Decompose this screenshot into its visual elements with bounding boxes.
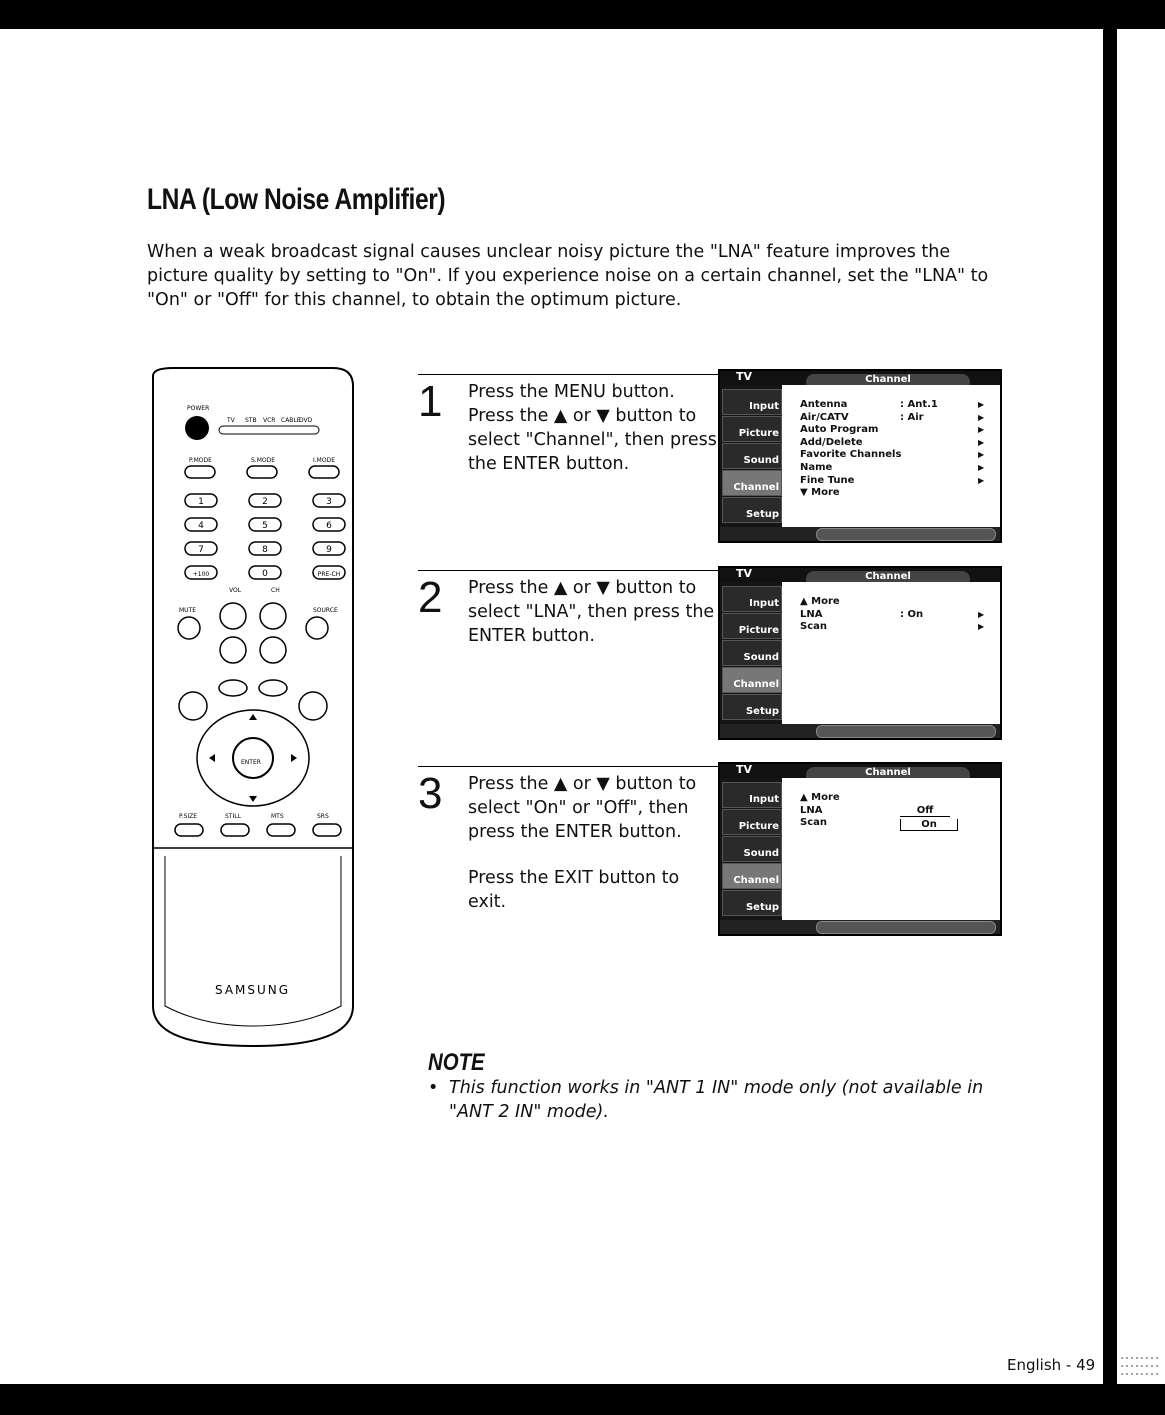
osd-footer-hint [816,528,996,541]
mode-label: STB [245,417,257,424]
digit-label: 9 [326,545,332,555]
digit-label: 2 [262,497,268,507]
osd-side-item [722,416,782,442]
osd-menu-row [800,805,995,818]
step-line: Press the ▲ or ▼ button to select "Channel", then press the ENTER button. [468,406,717,474]
osd-row-arrow: ▶ [978,475,985,485]
osd-side-label: Setup [745,706,779,717]
osd-side-label: Sound [743,652,779,663]
step-text [468,576,718,648]
bottom-button-label: MTS [271,813,284,820]
ch-label: CH [271,587,280,594]
digit-label: 4 [198,521,204,531]
osd-option-on: On [900,819,958,831]
bottom-button-label: STILL [225,813,241,820]
osd-tab-label: Channel [806,767,970,778]
step-number: 3 [418,769,443,818]
vol-label: VOL [229,587,242,594]
osd-tab-label: Channel [806,571,970,582]
osd-row-label: Scan [800,621,827,633]
osd-side-item [722,694,782,720]
osd-menu-list [800,792,995,830]
osd-menu-row [800,412,995,425]
osd-header [720,568,1000,582]
osd-menu-row [800,609,995,622]
step-number: 1 [418,377,443,426]
osd-side-label: Input [749,401,779,412]
osd-row-value: : On [900,608,924,620]
osd-side-item [722,640,782,666]
osd-row-value: : Ant.1 [900,399,938,410]
page-number: English - 49 [1007,1356,1096,1374]
osd-side-label: Channel [733,679,779,690]
digit-label: 8 [262,545,268,555]
osd-side-item [722,497,782,523]
osd-side-label: Input [749,794,779,805]
osd-row-label: Air/CATV [800,411,849,423]
osd-side-item [722,809,782,835]
digit-label: PRE-CH [317,571,341,578]
osd-side-label: Setup [745,509,779,520]
bottom-border [0,1384,1165,1415]
osd-row-arrow: ▶ [978,462,985,472]
source-label: SOURCE [313,607,338,614]
top-border [0,0,1165,29]
osd-side-label: Sound [743,455,779,466]
osd-row-arrow: ▶ [978,412,985,422]
step-text [468,380,718,476]
osd-side-item [722,389,782,415]
osd-sidebar [720,385,782,527]
osd-header [720,764,1000,778]
note-bullet: • [428,1078,439,1098]
osd-footer-hint [816,725,996,738]
osd-side-item [722,890,782,916]
mute-label: MUTE [179,607,197,614]
osd-side-item [722,863,782,889]
osd-tv-label: TV [736,370,753,383]
osd-menu-row [800,792,995,805]
osd-menu-row [800,437,995,450]
osd-side-label: Input [749,598,779,609]
osd-side-item [722,613,782,639]
step-line: Press the MENU button. [468,382,675,402]
step-divider [418,570,718,571]
step-number: 2 [418,573,443,622]
osd-side-label: Picture [738,821,779,832]
mode-button-label: S.MODE [251,457,276,464]
osd-footer [720,920,1000,934]
osd-row-label: Auto Program [800,424,879,436]
osd-row-arrow: ▶ [978,450,985,460]
power-button [185,416,209,440]
osd-menu-row [800,424,995,437]
osd-option-off: Off [900,805,950,817]
step-line: Press the ▲ or ▼ button to select "On" or "Off", then press the ENTER button. [468,774,697,842]
osd-row-label: ▲ More [800,596,840,607]
osd-footer [720,527,1000,541]
osd-row-label: Name [800,461,833,473]
osd-row-label: Antenna [800,399,848,410]
osd-side-item [722,443,782,469]
osd-tab-label: Channel [806,374,970,385]
bottom-button-label: SRS [317,813,329,820]
step-3 [418,769,718,942]
digit-label: 7 [198,545,204,555]
step-line: Press the ▲ or ▼ button to select "LNA", then press the ENTER button. [468,578,715,646]
osd-menu-row [800,399,995,412]
note-text: This function works in "ANT 1 IN" mode only (not available in "ANT 2 IN" mode). [449,1078,984,1122]
osd-side-label: Channel [733,482,779,493]
osd-row-label: LNA [800,608,823,620]
osd-row-arrow: ▶ [978,609,985,619]
osd-row-label: Add/Delete [800,436,863,448]
osd-row-label: ▼ More [800,487,840,499]
osd-screen-3 [718,762,1002,936]
osd-side-item [722,470,782,496]
osd-row-label: Scan [800,817,827,829]
remote-control-illustration [143,366,363,1056]
crop-marks [1117,1350,1165,1384]
step-1 [418,377,718,520]
osd-menu-row [800,462,995,475]
osd-menu-row [800,817,995,830]
osd-side-label: Channel [733,875,779,886]
osd-row-label: Fine Tune [800,474,855,486]
osd-row-label: Favorite Channels [800,449,902,461]
osd-side-label: Sound [743,848,779,859]
mode-button-label: P.MODE [189,457,212,464]
osd-menu-row [800,596,995,609]
digit-label: 6 [326,521,332,531]
osd-header [720,371,1000,385]
osd-row-value: : Air [900,411,924,423]
bottom-button-label: P.SIZE [179,813,198,820]
osd-row-arrow: ▶ [978,437,985,447]
osd-screen-1 [718,369,1002,543]
osd-row-label: ▲ More [800,792,840,803]
osd-tv-label: TV [736,567,753,580]
osd-menu-list [800,399,995,500]
step-divider [418,766,718,767]
osd-side-label: Setup [745,902,779,913]
mode-label: VCR [263,417,276,424]
osd-menu-list [800,596,995,634]
digit-label: +100 [192,571,210,578]
osd-side-item [722,586,782,612]
osd-side-item [722,782,782,808]
osd-row-label: LNA [800,804,823,816]
step-2 [418,573,718,716]
note-heading: NOTE [428,1049,485,1076]
osd-side-label: Picture [738,428,779,439]
digit-label: 5 [262,521,268,531]
osd-row-arrow: ▶ [978,622,985,632]
step-divider [418,374,718,375]
digit-label: 1 [198,497,204,507]
osd-menu-row [800,475,995,488]
osd-side-label: Picture [738,625,779,636]
osd-menu-row [800,487,995,500]
osd-menu-row [800,621,995,634]
osd-tv-label: TV [736,763,753,776]
osd-footer [720,724,1000,738]
mode-label: TV [227,417,235,424]
osd-sidebar [720,778,782,920]
note-body [428,1076,1018,1124]
osd-sidebar [720,582,782,724]
osd-row-arrow: ▶ [978,425,985,435]
osd-screen-2 [718,566,1002,740]
osd-side-item [722,836,782,862]
remote-power-label: POWER [187,405,210,412]
intro-paragraph: When a weak broadcast signal causes unclear noisy picture the "LNA" feature improves the picture quality by setting to "On". If you experience noise on a certain channel, set the "LNA" to "On" or "Off" for this channel, to obtain the optimum picture. [147,242,989,310]
page-title: LNA (Low Noise Amplifier) [147,183,446,216]
right-border [1103,0,1117,1384]
osd-row-arrow: ▶ [978,400,985,409]
osd-menu-row [800,449,995,462]
mode-label: DVD [299,417,313,424]
osd-footer-hint [816,921,996,934]
step-line: Press the EXIT button to exit. [468,868,680,912]
remote-brand: SAMSUNG [215,983,291,997]
mode-label: CABLE [281,417,301,424]
digit-label: 3 [326,497,332,507]
osd-side-item [722,667,782,693]
step-text [468,772,718,914]
digit-label: 0 [262,569,268,579]
mode-button-label: I.MODE [313,457,335,464]
enter-label: ENTER [241,759,261,766]
